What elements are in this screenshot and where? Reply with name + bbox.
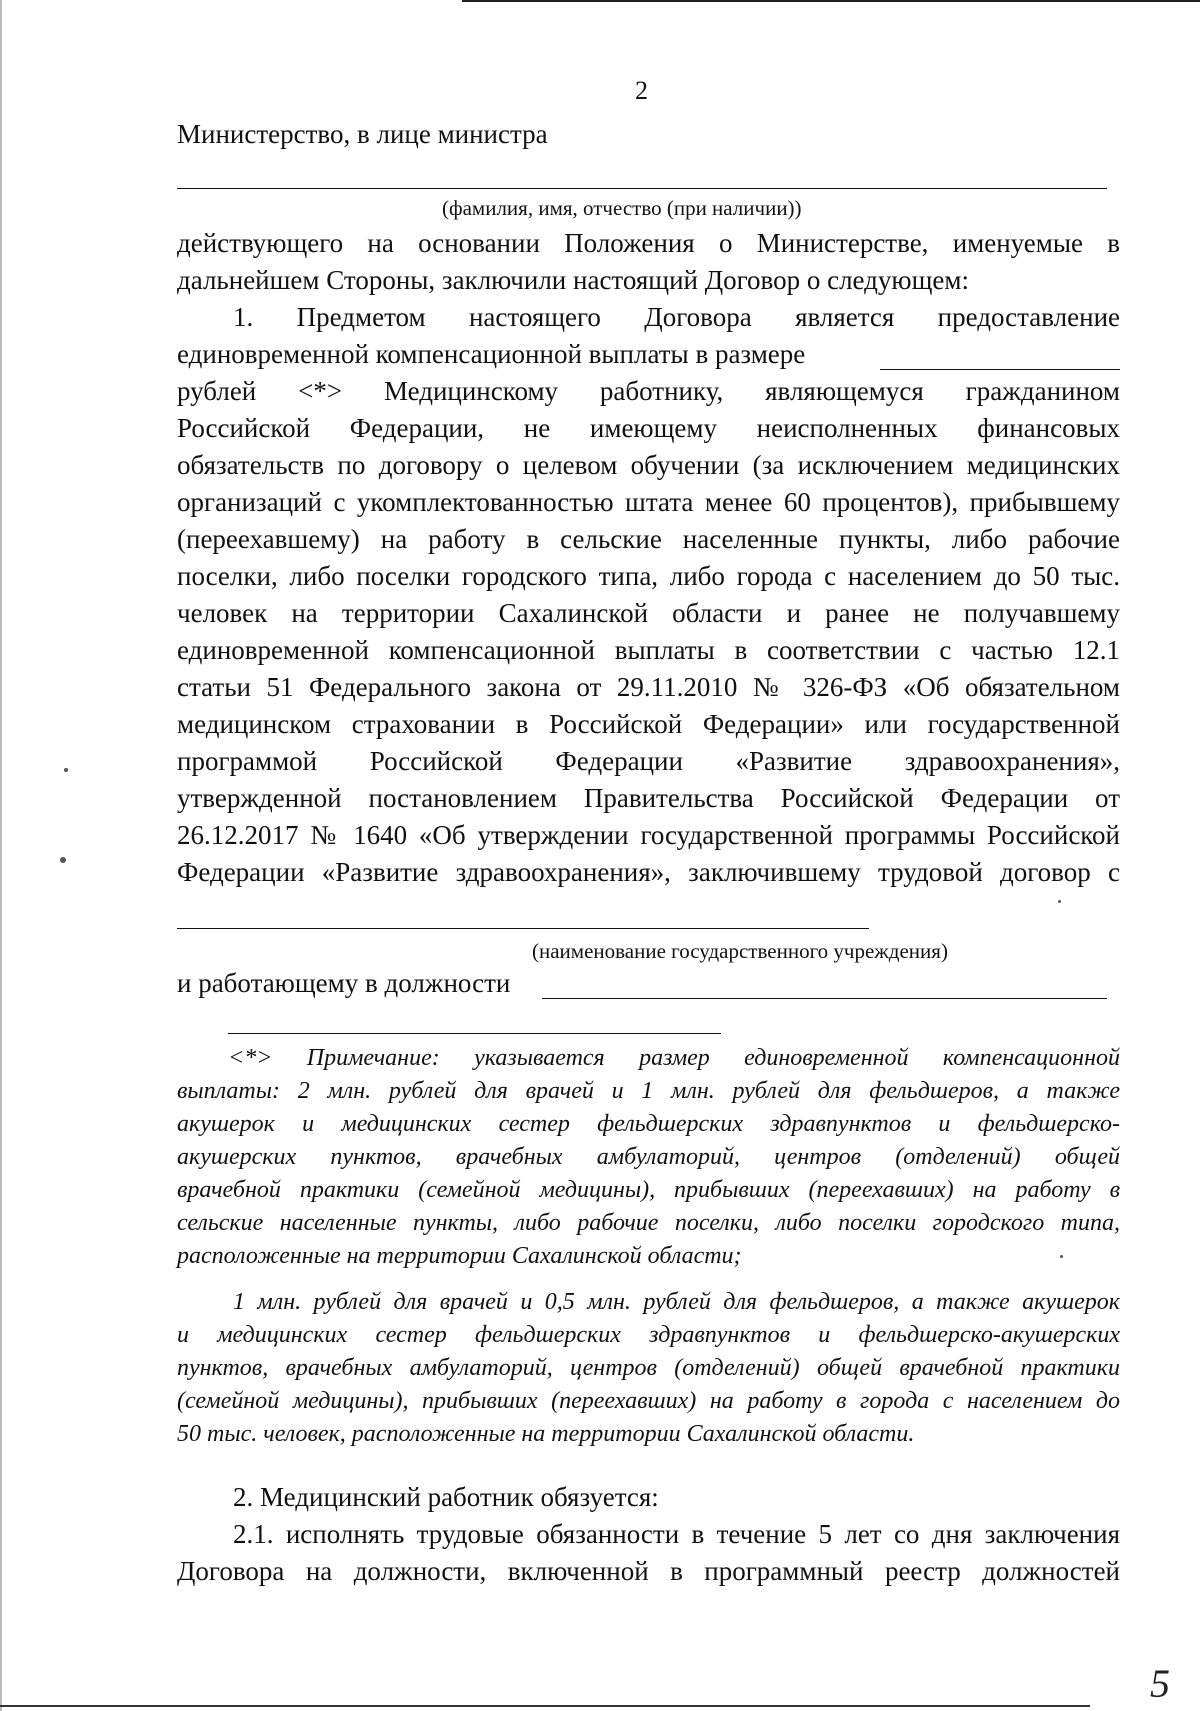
scan-border-bottom [0,1705,1090,1707]
clause1-line-3: рублей <*> Медицинскому работнику, являющемуся гражданином [177,376,1120,406]
clause1-line-9: человек на территории Сахалинской области и ранее не получавшему [177,598,1120,628]
footnote2-line-5: 50 тыс. человек, расположенные на территории Сахалинской области. [177,1421,915,1447]
footnote1-line-2: выплаты: 2 млн. рублей для врачей и 1 млн. рублей для фельдшеров, а также [177,1078,1120,1104]
footnote1-line-4: акушерских пунктов, врачебных амбулаторий, центров (отделений) общей [177,1144,1120,1170]
clause1-line-1: 1. Предметом настоящего Договора является предоставление [233,302,1120,332]
footnote2-line-4: (семейной медицины), прибывших (переехавших) на работу в города с населением до [177,1388,1120,1414]
caption-institution: (наименование государственного учреждения) [532,939,948,963]
caption-fio: (фамилия, имя, отчество (при наличии)) [442,196,802,220]
footnote1-line-5: врачебной практики (семейной медицины), прибывших (переехавших) на работу в [177,1177,1120,1203]
ministry-line: Министерство, в лице министра [177,119,548,149]
footnote2-line-1: 1 млн. рублей для врачей и 0,5 млн. рублей для фельдшеров, а также акушерок [233,1289,1120,1315]
page-number: 2 [635,76,648,105]
clause1-line-7: (переехавшему) на работу в сельские населенные пункты, либо рабочие [177,524,1120,554]
footnote1-line-3: акушерок и медицинских сестер фельдшерских здравпунктов и фельдшерско- [177,1111,1120,1137]
position-blank [542,998,1107,999]
clause2-title: 2. Медицинский работник обязуется: [233,1482,659,1512]
clause1-line-13: программой Российской Федерации «Развитие здравоохранения», [177,746,1120,776]
clause1-line-11: статьи 51 Федерального закона от 29.11.2010 № 326-ФЗ «Об обязательном [177,672,1120,702]
clause1-line-2: единовременной компенсационной выплаты в размере [177,339,806,369]
scan-border-left [0,0,2,1711]
sheet-number-mark: 5 [1150,1661,1170,1706]
clause1-line-8: поселки, либо поселки городского типа, либо города с населением до 50 тыс. [177,561,1120,591]
footnote1-line-7: расположенные на территории Сахалинской области; [177,1243,742,1269]
clause2-1-line-1: 2.1. исполнять трудовые обязанности в течение 5 лет со дня заключения [233,1519,1120,1549]
footnote2-line-2: и медицинских сестер фельдшерских здравпунктов и фельдшерско-акушерских [177,1322,1120,1348]
footnote1-line-1: <*> Примечание: указывается размер единовременной компенсационной [228,1045,1120,1071]
clause2-1-line-2: Договора на должности, включенной в программный реестр должностей [177,1556,1120,1586]
scan-speck [64,768,68,772]
clause1-line-12: медицинском страховании в Российской Федерации» или государственной [177,709,1120,739]
clause1-line-15: 26.12.2017 № 1640 «Об утверждении государственной программы Российской [177,820,1120,850]
scan-speck [60,857,66,863]
footnote-separator [228,1033,721,1034]
clause1-line-6: организаций с укомплектованностью штата менее 60 процентов), прибывшему [177,487,1120,517]
clause1-line-5: обязательств по договору о целевом обучении (за исключением медицинских [177,450,1120,480]
clause1-line-10: единовременной компенсационной выплаты в соответствии с частью 12.1 [177,635,1120,665]
scan-border-top [462,0,1200,2]
clause1-line-16: Федерации «Развитие здравоохранения», заключившему трудовой договор с [177,857,1120,887]
footnote1-line-6: сельские населенные пункты, либо рабочие поселки, либо поселки городского типа, [177,1210,1120,1236]
footnote2-line-3: пунктов, врачебных амбулаторий, центров (отделений) общей врачебной практики [177,1355,1120,1381]
clause1-line-14: утвержденной постановлением Правительства Российской Федерации от [177,783,1120,813]
minister-name-blank [177,188,1107,189]
amount-blank [880,369,1120,370]
institution-blank [177,928,869,929]
clause1-line-4: Российской Федерации, не имеющему неисполненных финансовых [177,413,1120,443]
position-line: и работающему в должности [177,968,511,998]
scan-speck [1058,900,1061,903]
intro-line-1: действующего на основании Положения о Министерстве, именуемые в [177,228,1120,258]
intro-line-2: дальнейшем Стороны, заключили настоящий Договор о следующем: [177,265,969,295]
